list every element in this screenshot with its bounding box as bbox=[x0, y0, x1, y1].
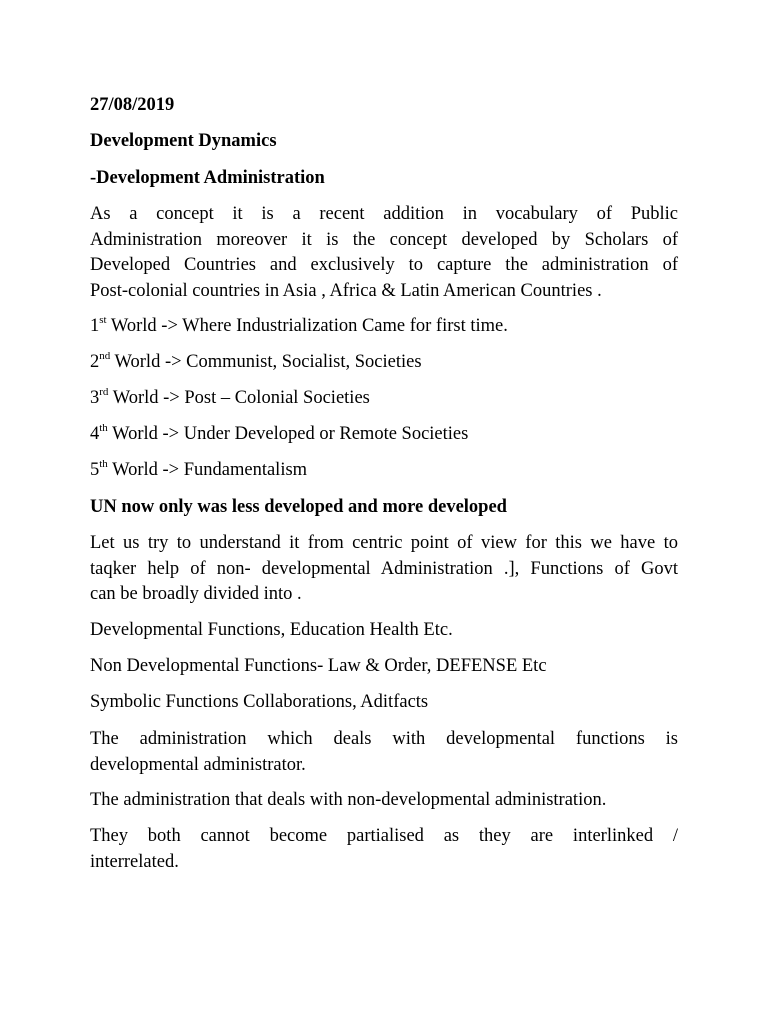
world-number: 5 bbox=[90, 460, 100, 480]
world-item-3 bbox=[90, 386, 678, 411]
document-title: Development Dynamics bbox=[90, 131, 277, 151]
world-ordinal-suffix: th bbox=[99, 421, 108, 434]
understand-line: Let us try to understand it from centric point of view for this we have to bbox=[90, 533, 678, 553]
document-subtitle: -Development Administration bbox=[90, 168, 325, 188]
intro-line: Developed Countries and exclusively to capture the administration of bbox=[90, 255, 678, 275]
world-item-4 bbox=[90, 422, 678, 447]
world-ordinal-suffix: th bbox=[99, 457, 108, 470]
admin-nondev-paragraph: The administration that deals with non-developmental administration. bbox=[90, 790, 607, 810]
world-ordinal-suffix: rd bbox=[99, 385, 109, 398]
world-description: World -> Where Industrialization Came for first time. bbox=[106, 316, 508, 336]
intro-line: Post-colonial countries in Asia , Africa & Latin American Countries . bbox=[90, 280, 602, 301]
world-description: World -> Fundamentalism bbox=[107, 460, 308, 480]
intro-paragraph bbox=[90, 202, 678, 304]
function-item-non-developmental: Non Developmental Functions- Law & Order, DEFENSE Etc bbox=[90, 656, 547, 676]
world-item-5 bbox=[90, 458, 678, 483]
understand-paragraph bbox=[90, 531, 678, 608]
partial-line: interrelated. bbox=[90, 851, 179, 872]
world-number: 3 bbox=[90, 388, 100, 408]
world-description: World -> Communist, Socialist, Societies bbox=[110, 352, 422, 372]
world-number: 1 bbox=[90, 316, 100, 336]
world-ordinal-suffix: st bbox=[99, 313, 107, 326]
world-item-1 bbox=[90, 314, 678, 339]
function-item-developmental: Developmental Functions, Education Health Etc. bbox=[90, 620, 453, 640]
understand-line: can be broadly divided into . bbox=[90, 584, 302, 604]
world-number: 4 bbox=[90, 424, 100, 444]
document-date: 27/08/2019 bbox=[90, 95, 175, 115]
function-item-symbolic: Symbolic Functions Collaborations, Aditfacts bbox=[90, 692, 429, 712]
world-description: World -> Post – Colonial Societies bbox=[108, 388, 370, 408]
partial-paragraph bbox=[90, 824, 678, 875]
world-ordinal-suffix: nd bbox=[99, 349, 111, 362]
intro-line: Administration moreover it is the concept developed by Scholars of bbox=[90, 229, 678, 250]
admin-dev-line: developmental administrator. bbox=[90, 754, 306, 775]
admin-dev-paragraph bbox=[90, 727, 678, 778]
admin-dev-line: The administration which deals with developmental functions is bbox=[90, 729, 678, 749]
intro-line: As a concept it is a recent addition in vocabulary of Public bbox=[90, 204, 678, 224]
world-item-2 bbox=[90, 350, 678, 375]
partial-line: They both cannot become partialised as they are interlinked / bbox=[90, 826, 678, 846]
world-number: 2 bbox=[90, 352, 100, 372]
un-heading: UN now only was less developed and more developed bbox=[90, 497, 507, 517]
understand-line: taqker help of non- developmental Administration .], Functions of Govt bbox=[90, 558, 678, 579]
world-description: World -> Under Developed or Remote Societies bbox=[107, 424, 469, 444]
